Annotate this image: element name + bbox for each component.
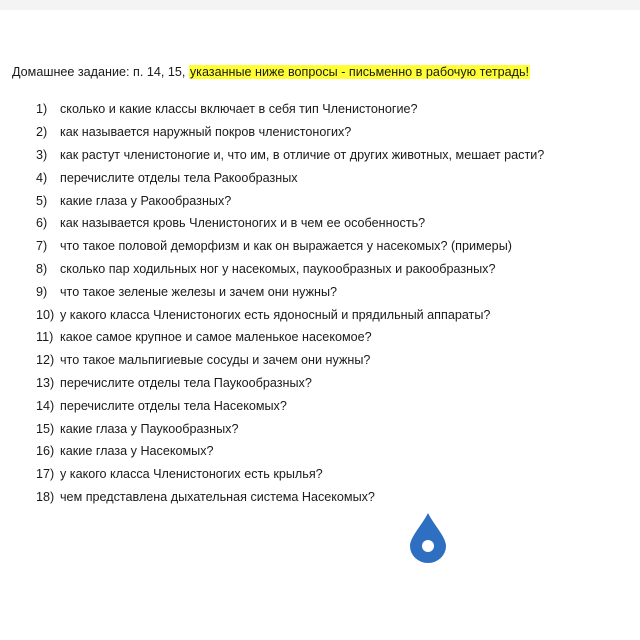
question-item <box>36 486 544 509</box>
question-item <box>36 258 544 281</box>
question-text: какое самое крупное и самое маленькое насекомое? <box>60 330 372 345</box>
question-number: 3) <box>36 147 48 162</box>
question-number: 18) <box>36 489 55 504</box>
question-number: 10) <box>36 307 55 322</box>
question-number: 8) <box>36 261 48 276</box>
question-item <box>36 280 544 303</box>
question-item <box>36 144 544 167</box>
question-item <box>36 303 544 326</box>
question-item <box>36 440 544 463</box>
question-number: 1) <box>36 102 48 117</box>
water-drop-icon[interactable] <box>408 511 448 563</box>
question-text: сколько и какие классы включает в себя тип Членистоногие? <box>60 102 418 117</box>
question-number: 4) <box>36 170 48 185</box>
question-number: 2) <box>36 125 48 140</box>
question-item <box>36 189 544 212</box>
question-text: перечислите отделы тела Паукообразных? <box>60 375 312 390</box>
question-text: у какого класса Членистоногих есть ядоносный и прядильный аппараты? <box>60 307 491 322</box>
question-text: сколько пар ходильных ног у насекомых, паукообразных и ракообразных? <box>60 261 496 276</box>
question-number: 12) <box>36 353 55 368</box>
question-text: чем представлена дыхательная система Насекомых? <box>60 489 375 504</box>
question-item <box>36 235 544 258</box>
question-number: 7) <box>36 239 48 254</box>
question-number: 16) <box>36 444 55 459</box>
question-number: 11) <box>36 330 54 345</box>
question-text: какие глаза у Паукообразных? <box>60 421 239 436</box>
question-text: что такое половой деморфизм и как он выражается у насекомых? (примеры) <box>60 239 512 254</box>
question-item <box>36 326 544 349</box>
question-item <box>36 349 544 372</box>
question-item <box>36 372 544 395</box>
drop-hole <box>422 540 434 552</box>
question-number: 13) <box>36 375 55 390</box>
question-text: как называется кровь Членистоногих и в чем ее особенность? <box>60 216 426 231</box>
question-item <box>36 166 544 189</box>
question-text: как называется наружный покров членистоногих? <box>60 125 352 140</box>
homework-heading <box>12 63 530 81</box>
question-text: какие глаза у Насекомых? <box>60 444 214 459</box>
heading-prefix: Домашнее задание: п. 14, 15, <box>12 65 189 79</box>
question-item <box>36 212 544 235</box>
questions-list <box>36 98 544 508</box>
question-text: перечислите отделы тела Ракообразных <box>60 170 298 185</box>
question-text: у какого класса Членистоногих есть крылья? <box>60 467 323 482</box>
question-number: 14) <box>36 398 55 413</box>
question-text: что такое зеленые железы и зачем они нужны? <box>60 284 338 299</box>
question-text: что такое мальпигиевые сосуды и зачем они нужны? <box>60 353 371 368</box>
question-number: 17) <box>36 467 55 482</box>
question-item <box>36 463 544 486</box>
question-text: перечислите отделы тела Насекомых? <box>60 398 287 413</box>
question-number: 5) <box>36 193 48 208</box>
heading-highlight: указанные ниже вопросы - письменно в рабочую тетрадь! <box>189 65 530 79</box>
question-item <box>36 98 544 121</box>
question-text: какие глаза у Ракообразных? <box>60 193 232 208</box>
question-item <box>36 121 544 144</box>
question-text: как растут членистоногие и, что им, в отличие от других животных, мешает расти? <box>60 147 545 162</box>
question-number: 6) <box>36 216 48 231</box>
question-item <box>36 394 544 417</box>
question-number: 15) <box>36 421 55 436</box>
question-item <box>36 417 544 440</box>
question-number: 9) <box>36 284 48 299</box>
drop-shape <box>410 513 446 563</box>
